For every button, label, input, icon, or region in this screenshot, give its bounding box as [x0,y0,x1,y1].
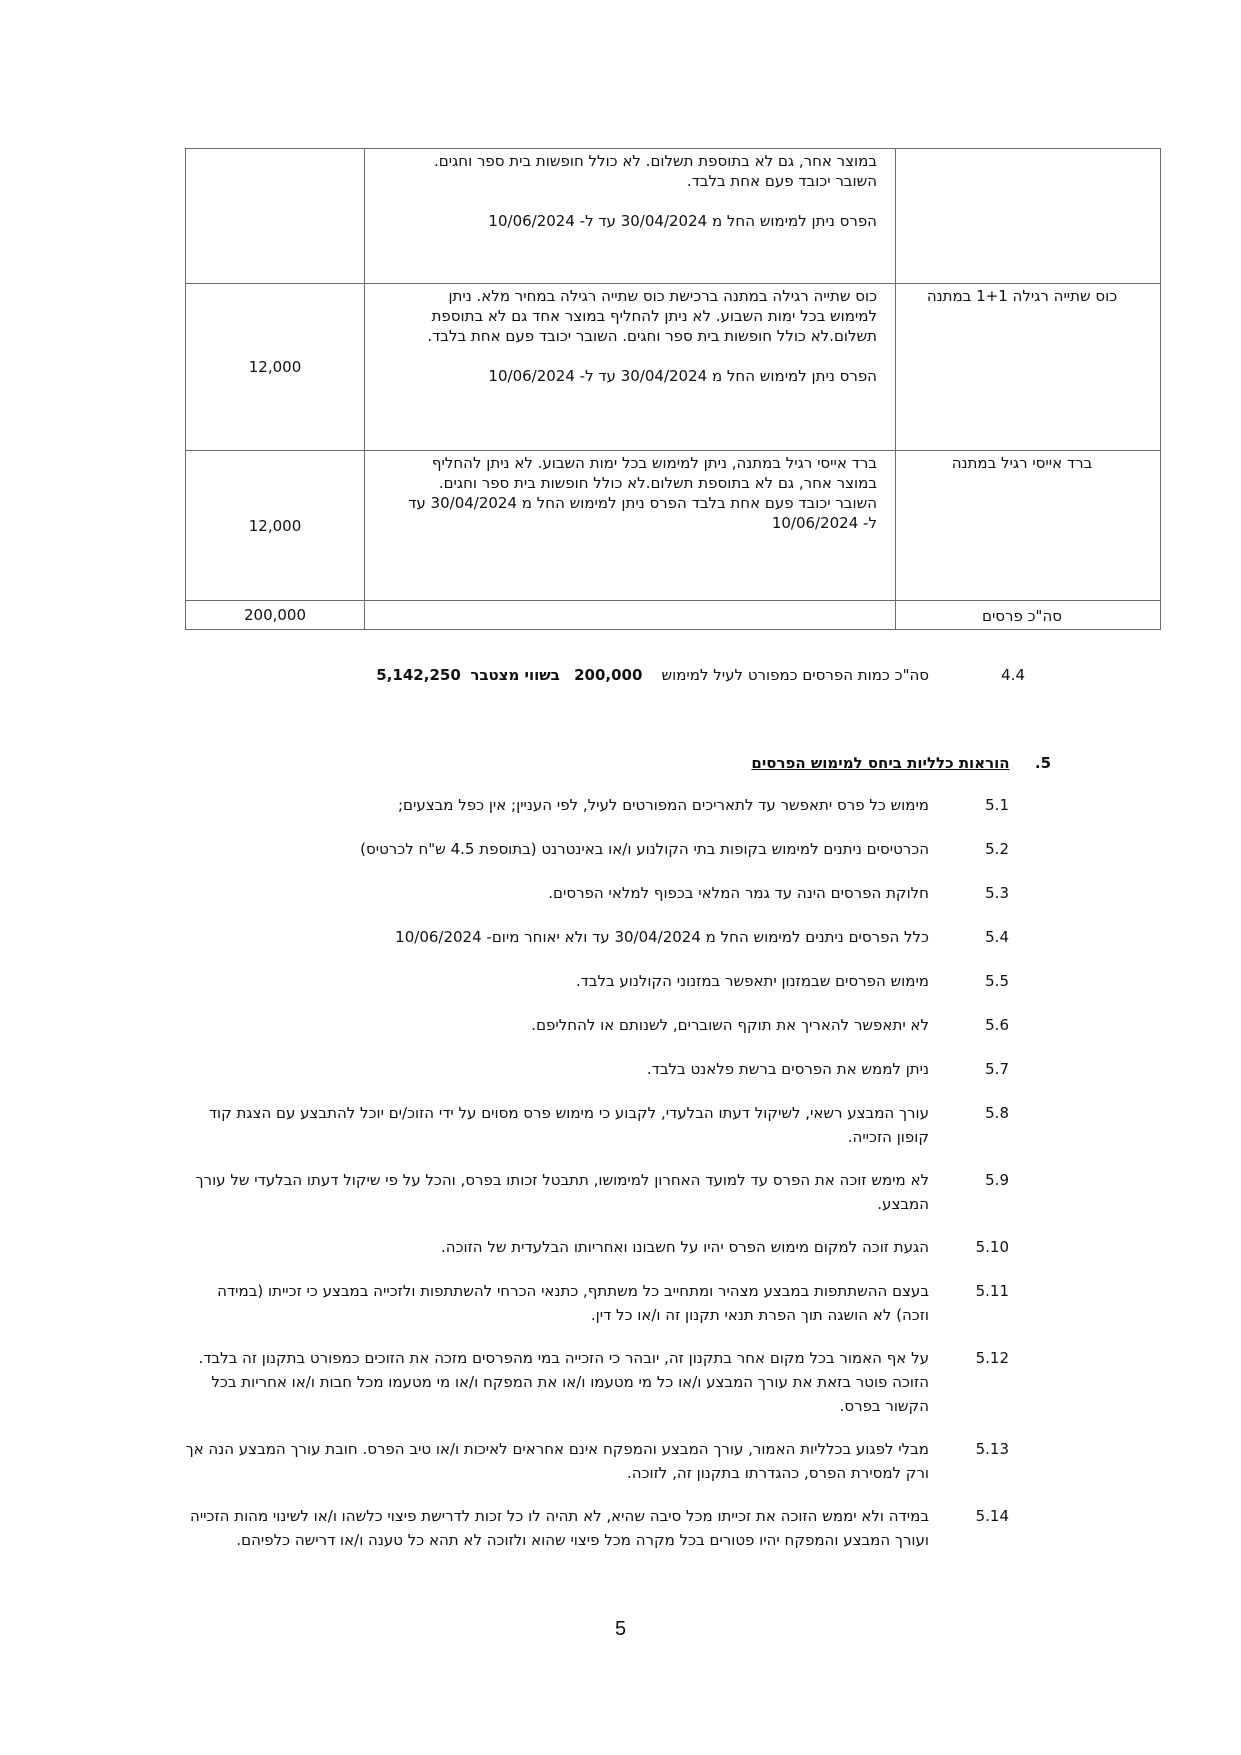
section-title: הוראות כלליות ביחס למימוש הפרסים [751,754,1010,772]
clause-text: מבלי לפגוע בכלליות האמור, עורך המבצע והמפקח אינם אחראים לאיכות ו/או טיב הפרס. חובת עורך המבצע הנה אך ורק למסירת הפרס, כהגדרתו בתקנון זה, לזוכה. [185,1440,929,1482]
summary-value: 5,142,250 [376,666,461,684]
clause-number: 5.6 [985,1016,1009,1034]
clause-number: 5.4 [985,928,1009,946]
clause-number: 5.14 [975,1507,1009,1525]
clause-number: 5.12 [975,1349,1009,1367]
section-heading [751,752,1051,774]
section-number: 5. [1034,754,1051,772]
total-label: סה"כ פרסים [896,601,1161,630]
summary-text [376,664,929,686]
prize-description-cell [365,284,896,451]
clause-number: 5.8 [985,1104,1009,1122]
clause-number: 5.13 [975,1440,1009,1458]
clause-text: במידה ולא יממש הזוכה את זכייתו מכל סיבה שהיא, לא תהיה לו כל זכות לדרישת פיצוי כלשהו ו/או לשינוי מהות הזכייה ועורך המבצע והמפקח יהיו פטורים בכל מקרה מכל פיצוי שהוא ולזוכה לא תהא כל טענה ו/או דרישה כלפיהם. [190,1507,929,1549]
summary-value-label: בשווי מצטבר [470,666,560,684]
prize-description-cell [365,149,896,284]
prize-validity: הפרס ניתן למימוש החל מ 30/04/2024 עד ל- 10/06/2024 [488,212,877,230]
summary-quantity: 200,000 [574,666,643,684]
prize-name-cell: ברד אייסי רגיל במתנה [896,451,1161,601]
clause-number: 4.4 [1001,666,1025,684]
prize-description-cell [365,451,896,601]
prize-description: ברד אייסי רגיל במתנה, ניתן למימוש בכל ימות השבוע. לא ניתן להחליף במוצר אחר, גם לא בתוספת תשלום.לא כולל חופשות בית ספר וחגים. השובר יכובד פעם אחת בלבד הפרס ניתן למימוש החל מ 30/04/2024 עד ל- 10/06/2024 [408,454,877,532]
prize-description: במוצר אחר, גם לא בתוספת תשלום. לא כולל חופשות בית ספר וחגים. השובר יכובד פעם אחת בלבד. [434,152,877,190]
clause-number: 5.7 [985,1060,1009,1078]
clause-text: הגעת זוכה למקום מימוש הפרס יהיו על חשבונו ואחריותו הבלעדית של הזוכה. [441,1238,929,1256]
clause-number: 5.2 [985,840,1009,858]
total-quantity: 200,000 [186,601,365,630]
prizes-table [185,148,1161,630]
clause-text: עורך המבצע רשאי, לשיקול דעתו הבלעדי, לקבוע כי מימוש פרס מסוים על ידי הזוכ/ים יוכל להתבצע עם הצגת קוד קופון הזכייה. [208,1104,929,1146]
prize-quantity-cell: 12,000 [186,451,365,601]
clause-text: מימוש הפרסים שבמזנון יתאפשר במזנוני הקולנוע בלבד. [575,972,929,990]
clause-number: 5.11 [975,1282,1009,1300]
prize-name-cell [896,149,1161,284]
table-row [186,284,1161,451]
prize-validity: הפרס ניתן למימוש החל מ 30/04/2024 עד ל- 10/06/2024 [488,367,877,385]
clause-number: 5.9 [985,1171,1009,1189]
clause-text: על אף האמור בכל מקום אחר בתקנון זה, יובהר כי הזכייה במי מהפרסים מזכה את הזוכים כמפורט בתקנון זה בלבד. הזוכה פוטר בזאת את עורך המבצע ו/או כל מי מטעמו ו/או את המפקח ו/או מי מטעמו מכל חבות ו/או אחריות בכל הקשור בפרס. [198,1349,929,1415]
prize-quantity-cell [186,149,365,284]
clause-text: לא יתאפשר להאריך את תוקף השוברים, לשנותם או להחליפם. [531,1016,929,1034]
page-number: 5 [614,1618,627,1640]
clause-text: כלל הפרסים ניתנים למימוש החל מ 30/04/2024 עד ולא יאוחר מיום- 10/06/2024 [395,928,929,946]
table-total-row [186,601,1161,630]
prize-description: כוס שתייה רגילה במתנה ברכישת כוס שתייה רגילה במחיר מלא. ניתן למימוש בכל ימות השבוע. לא ניתן להחליף במוצר אחד גם לא בתוספת תשלום.לא כולל חופשות בית ספר וחגים. השובר יכובד פעם אחת בלבד. [427,287,877,345]
clause-number: 5.1 [985,796,1009,814]
clause-number: 5.5 [985,972,1009,990]
clause-text: חלוקת הפרסים הינה עד גמר המלאי בכפוף למלאי הפרסים. [548,884,929,902]
clause-text: לא מימש זוכה את הפרס עד למועד האחרון למימושו, תתבטל זכותו בפרס, והכל על פי שיקול דעתו הבלעדי של עורך המבצע. [195,1171,929,1213]
table-row [186,149,1161,284]
clause-text: הכרטיסים ניתנים למימוש בקופות בתי הקולנוע ו/או באינטרנט (בתוספת 4.5 ש"ח לכרטיס) [360,840,929,858]
clause-text: ניתן לממש את הפרסים ברשת פלאנט בלבד. [646,1060,929,1078]
clause-text: מימוש כל פרס יתאפשר עד לתאריכים המפורטים לעיל, לפי העניין; אין כפל מבצעים; [397,796,929,814]
summary-label: סה"כ כמות הפרסים כמפורט לעיל למימוש [661,666,929,684]
clause-number: 5.3 [985,884,1009,902]
clause-text: בעצם ההשתתפות במבצע מצהיר ומתחייב כל משתתף, כתנאי הכרחי להשתתפות ולזכייה במבצע כי זכייתו (במידה וזכה) לא הושגה תוך הפרת תנאי תקנון זה ו/או כל דין. [217,1282,929,1324]
total-empty-cell [365,601,896,630]
prize-name-cell: כוס שתייה רגילה 1+1 במתנה [896,284,1161,451]
clause-number: 5.10 [975,1238,1009,1256]
prize-quantity-cell: 12,000 [186,284,365,451]
table-row [186,451,1161,601]
